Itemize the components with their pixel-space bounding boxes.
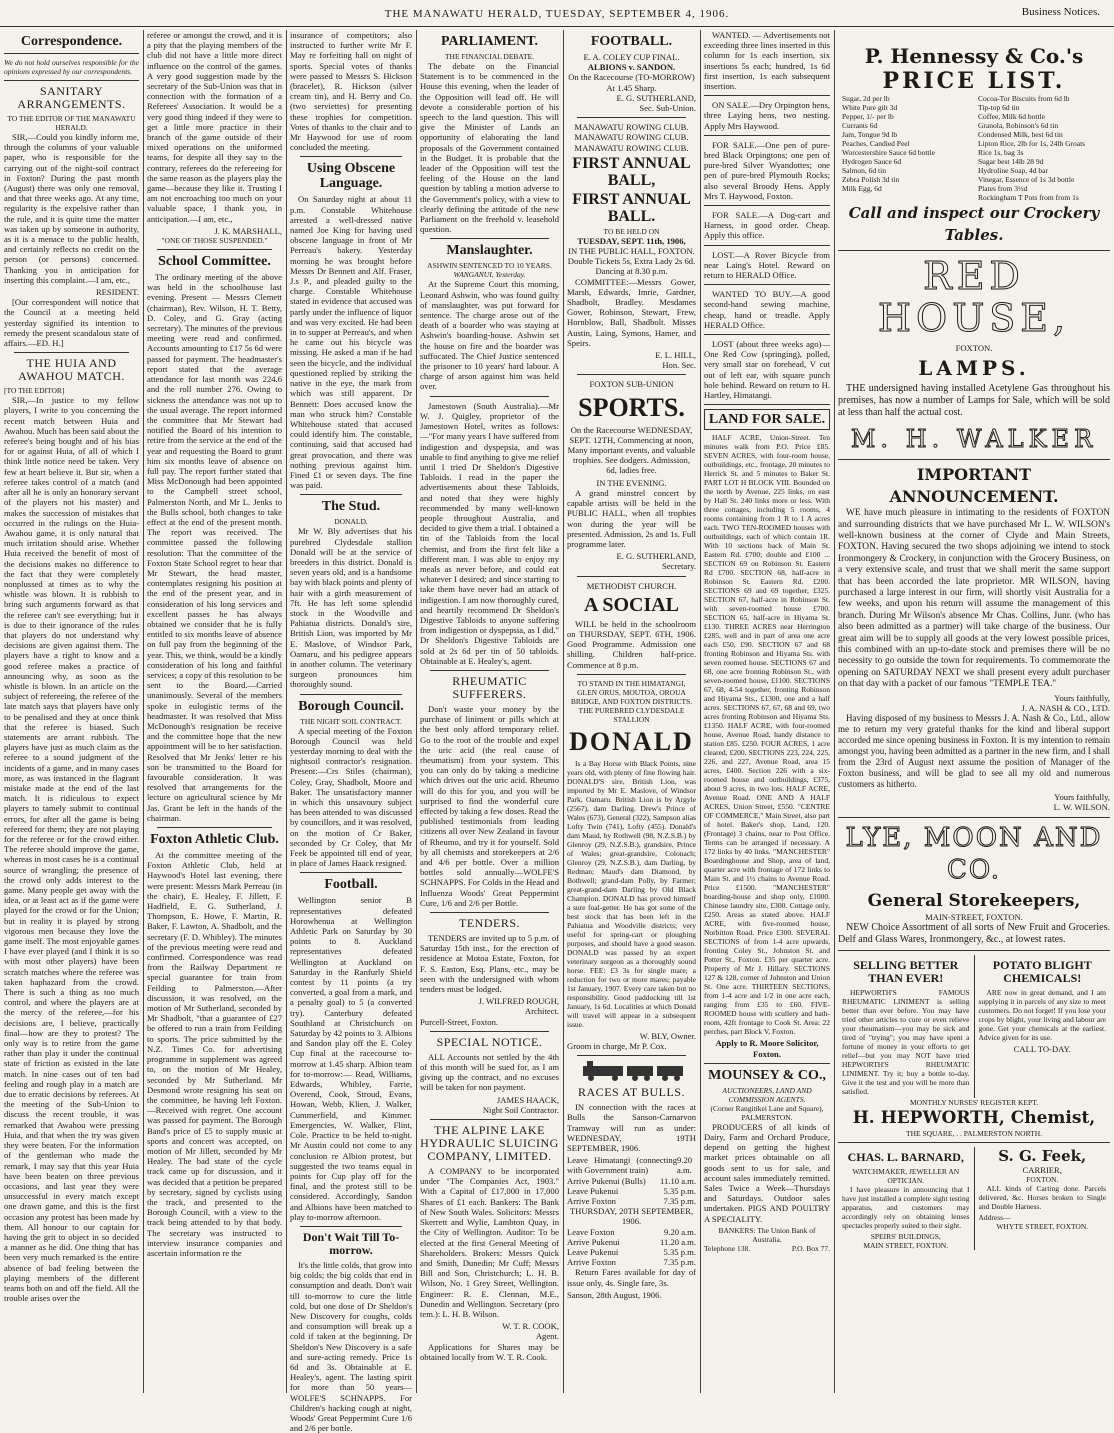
potato-heading: POTATO BLIGHT CHEMICALS!: [992, 957, 1092, 985]
mounsey-heading: MOUNSEY & CO.,: [708, 1067, 826, 1083]
classified-ad: LOST (about three weeks ago)—One Red Cow (springing), polled, very small star on forehead, V cut out of left ear, with square punch hole behind. Reward on return to H. Hartley, Himatangi.: [704, 339, 830, 401]
sports-concert: A grand minstrel concert by capable artists will be held in the PUBLIC HALL, when all trophies won during the year will be presented. Admission, 2s and 1s. Full programme later.: [567, 487, 696, 549]
signature-title: Architect.: [524, 1006, 559, 1017]
article-body: The debate on the Financial Statement is to be commenced in the House this evening, when the leader of the Opposition will lead off. He will devote a considerable portion of his speech to the land question. This will give the Minister of Lands an opportunity of elaborating the land proposals of the Government contained in the Budget. It is probable that the leader of the Opposition will test the feeling of the House on the land question by tabling a motion adverse to the Government's policy, with a view to clearly defining the attitude of the new Parliament on the freehold v. leasehold question.: [420, 61, 559, 235]
column-five: [567, 30, 696, 1393]
stallion-name: DONALD: [569, 726, 694, 756]
mounsey-sub: AUCTIONEERS, LAND AND COMMISSION AGENTS.: [722, 1085, 812, 1104]
price-item: Rice 1s, bag 3s: [978, 148, 1024, 157]
column-six: [704, 30, 830, 1393]
section-heading: RHEUMATIC SUFFERERS.: [452, 673, 527, 701]
signature: W. BLY, Owner.: [639, 1030, 696, 1041]
article-body: On Saturday night at about 11 p.m. Constable Whitehouse arrested a well-dressed native named Joe King for having used obscene language in front of Mr Perreau's bakery. Yesterday morning he was brought before Messrs Dr Bennett and Alf. Fraser, J.s P., and pleaded guilty to the charge. Constable Whitehouse stated in evidence that accused was partly under the influence of liquor and was very excited. He had been in to supper at Perreau's, and when he came out his bicycle was missing. He asked a man if he had seen the bicycle, and the individual questioned replied by striking the native in the eye, the mark from which was still apparent. Dr Bennett: Does accused know the man who struck him? Constable Whitehouse stated that accused could identify him. The constable, continuing, said that accused had great provocation, and there was nothing previous against him. Fined £1 or seven days. The fine was paid.: [290, 194, 412, 491]
timetable-row: [567, 1247, 696, 1257]
masthead-section: Business Notices.: [1021, 6, 1100, 18]
timetable-time: 9.20 a.m.: [677, 1155, 693, 1176]
article-body: It's the little colds, that grow into big colds; the big colds that end in consumption and death. Don't wait till to-morrow to cure the little cold, but one dose of Dr Sheldon's New Discovery for coughs, colds and consumption will break up a cold if taken at the beginning. Dr Sheldon's New Discovery is a safe and sure-acting remedy. Price 1s 6d and 3s. Obtainable at E. Healey's, agent. The lasting spirit for more than 50 years—WOLFE'S SCHNAPPS. For Children's hacking cough at night, Woods' Great Peppermint Cure 1/6 and 2/6 per bottle.: [290, 1259, 412, 1433]
barnard-feek-ads: [838, 1147, 1110, 1250]
column-rule: [700, 30, 701, 1393]
section-heading: Foxton Athletic Club.: [150, 832, 279, 848]
match-when: On the Racecourse (TO-MORROW) At 1.45 Sharp.: [568, 72, 695, 93]
signature: L. W. WILSON.: [1053, 802, 1110, 813]
ball-place: IN THE PUBLIC HALL, FOXTON.: [568, 246, 695, 257]
lye-moon-heading: LYE, MOON AND CO.: [845, 822, 1103, 885]
groom-note: Groom in charge, Mr P. Cox.: [567, 1040, 667, 1051]
classified-ad: FOR SALE.—One pen of pure-bred Black Orpingtons; one pen of pure-bred Silver Wyandottes; one pen of pure-bred Plymouth Rocks; also several Broody Hens. Apply Mrs T. Haywood, Foxton.: [704, 139, 830, 201]
price-item: Currants 6d: [842, 121, 878, 130]
section-heading: School Committee.: [158, 254, 271, 270]
article-continued: insurance of competitors; also instructed to further write Mr F. May re forfeiting hall on night of sports. Special votes of thanks were passed to Messrs S. Hickson (bracelet), R. Hickson (silver cream tin), and H. Berry and Co. (two serviettes) for presenting these trophies for competition. Votes of thanks to the chair and to Mr Haywood for use of room concluded the meeting.: [290, 30, 412, 153]
barnard-heading: CHAS. L. BARNARD,: [847, 1149, 964, 1164]
letter-title: SANITARY ARRANGEMENTS.: [17, 84, 126, 111]
timetable: [567, 1155, 696, 1206]
timetable-time: 7.35 p.m.: [663, 1195, 696, 1206]
ball-title: FIRST ANNUAL BALL.: [572, 190, 691, 225]
section-heading: Correspondence.: [20, 34, 123, 49]
price-item: Coffee, Milk 6d bottle: [978, 112, 1045, 121]
price-item: Sugar best 14lb 28 9d: [978, 157, 1044, 166]
section-heading: SPECIAL NOTICE.: [436, 1034, 543, 1049]
price-item: Jam, Tongue 9d lb: [842, 130, 898, 139]
column-three: [290, 30, 412, 1433]
column-seven-ads: [838, 44, 1110, 1393]
walker-heading: M. H. WALKER: [850, 425, 1098, 454]
column-rule: [286, 30, 287, 1393]
timetable: [567, 1227, 696, 1268]
land-listings: HALF ACRE, Union-Street. Ten minutes walk from P.O. Price £85. SEVEN ACRES, with four-room house, outbuildings, etc., frontage, 20 minutes to Herrick St. and 5 minutes to Baker St. PART LOT H BLOCK VIII. Bounded on the north by Avenue, 225 links, on east by Hall St. 240 links more or less. With three cottages, including 5 rooms, 4 rooms containing from 1 R to 1 A acres each. TWO TEN-ROOMED houses with outbuildings, each of which contain 1R. With 10 sections back of Main St. Eastern Rd. £700; double and £100 ... SECTION 69 on Robinson St. Eastern Rd £700. SECTION 68, half-acre in Robinson St. Eastern Rd. £200. SECTIONS 69 and 69 together, £325. SECTION 67, half-acre in Robinson St. with seven-roomed house £700. SECTION 65, half-acre in Hiyama St. £130. THREE ACRES near Herrington £285, well and in part of area one acre each £50, £90. SECTION 67 and 68 fronting Robinson and Hiyama Sts. with seven roomed house. SECTIONS 67 and 68, one acre fronting Robinson St., with seven-roomed house, £1100. SECTIONS 67, 68, 4-54 together, fronting Robinson and Hiyama Sts., £1300, one and a half acres. SECTIONS 67, 67, 68 and 69, two acres fronting Robinson and Hiyama Sts. £1350. HALF ACRE, with four-roomed house, Avenue Road, handy distance to station £85. £250. FOUR ACRES, 1 acre cleared, £200. SECTIONS 223, 224, 225, 226, and 227, Avenue Road, area 15 acres, £400. Section 226 with a six-roomed house and outbuildings, £375, about 9 acres, in two lots. HALF ACRE, Avenue Road. ONE AND A HALF ACRES, Union Street, £550. "CENTRE OF COMMERCE," Main Street, also part of hotel. Baker's shop, Land, 120. (Frontage) 3 chains, near to Post Office. Terms can be arranged if necessary. A 172 links by 40 links. "MANCHESTER" Boardinghouse and Shop, area of land, quarter acre with frontage of 172 links to Main St. and 1½ chains to Avenue Road. Price £1500. "MANCHESTER" boarding-house and shop only, £1000. Chinese laundry site, £300. Cottage only, £250. Areas as stated above. HALF ACRE, with five-roomed house, Norbitton Road. Price £300. SEVERAL SECTIONS of from 1-4 acre upwards, fronting Coley St., Johnston St. and Potter St., Foxton. £35 per quarter acre. Property of Mr J. Hillary. SECTIONS 127 & 128, corner of Johnston and Union St. One acre. THIRTEEN SECTIONS, from 1-4 acre and 1/2 in one acre each, ranging from £35 to £60. FIVE-ROOMED house with scullery and bath-room, 42ft frontage to Cook St. Area: 22 perches, part Block V, Foxton.: [704, 433, 830, 1037]
feek-address: WHYTE STREET, FOXTON.: [996, 1221, 1089, 1231]
ball-committee: COMMITTEE:—Messrs Gower, Marsh, Edwards, Imrie, Gardner, Shadbolt, Bradley. Mesdames Gower, Robinson, Stewart, Frew, Hornblow, Ball, Shadbolt. Misses Austin, Laing, Symons, Hamer, and Speirs.: [567, 276, 696, 348]
call-today: CALL TO-DAY.: [1013, 1043, 1071, 1054]
timetable-stop: Leave Himatangi (connecting with Government train): [567, 1155, 678, 1176]
ball-date: TUESDAY, SEPT. 11th, 1906,: [577, 235, 686, 246]
price-item: Tip-top 6d tin: [978, 103, 1020, 112]
letter-body: SIR,—Could you kindly inform me, through the columns of your valuable paper, who is responsible for the carrying out of the night-soil contract in Foxton? During the past month (August) there was only one removal, and that three weeks ago. At any time, regularity is the expelsive rather than the rule, and it is quite time the matter was taken up by someone in authority, as it is a menace to the public health, and certainly reflects no credit on the person (or persons) concerned. Thanking you in anticipation for inserting this complaint.—I am, etc.,: [4, 132, 139, 285]
church-heading: METHODIST CHURCH.: [586, 580, 677, 591]
timetable-row: [567, 1176, 696, 1186]
storekeepers-heading: General Storekeepers,: [867, 890, 1081, 911]
section-heading: TENDERS.: [459, 916, 520, 931]
ball-dancing: Dancing at 8.30 p.m.: [595, 266, 668, 277]
section-heading: PARLIAMENT.: [440, 34, 539, 49]
wilson-body: Having disposed of my business to Messrs J. A. Nash & Co., Ltd., allow me to return my very grateful thanks for the kind and liberal support accorded me since opening business in Foxton. It is my intention to remain amongst you, having been admitted as a partner in the new firm, and I shall from the 23rd of August next assume the position of Manager of the Foxton business, and will be glad to see all my old and numerous customers as hitherto.: [838, 713, 1110, 790]
column-rule: [834, 30, 835, 1393]
social-body: WILL be held in the schoolroom on THURSDAY, SEPT. 6TH, 1906. Good Programme. Admission one shilling. Children half-price. Commence at 8 p.m.: [567, 618, 696, 670]
classified-ad: FOR SALE.—A Dog-cart and Harness, in good order. Cheap. Apply this office.: [704, 210, 830, 241]
signature: E. G. SUTHERLAND,: [616, 92, 696, 103]
feek-heading: S. G. Feek,: [998, 1146, 1087, 1165]
column-correspondence: [4, 30, 139, 1393]
testimonial: Jamestown (South Australia).—Mr W. J. Quigley, proprietor of the Jamestown Hotel, writes as follows:—"For many years I have suffered from indigestion and dyspepsia, and was unable to find anything to give me relief until I tried Dr Sheldon's Digestive Tabloids. I read in the paper the advertisements about these Tabloids, and noted that they were highly recommended by many well-known people throughout Australia, and decided to give them a trial. I obtained a tin of the Tabloids from the local chemist, and from the first felt like a different man. I was able to enjoy my meals as never before, and could eat whatever I desired; and since starting to take them have never had an attack of indigestion. I am now thoroughly cured, and heartily recommend Dr Sheldon's Digestive Tabloids to anyone suffering from indigestion or dyspepsia, as I did." Dr Sheldon's Digestive Tabloids are sold at 2s 6d per tin of 50 tabloids. Obtainable at E. Healey's, agent.: [420, 400, 559, 666]
column-four: [420, 30, 559, 1393]
signature-title: Night Soil Contractor.: [482, 1104, 559, 1115]
price-item: White Pure gilt 3d: [842, 103, 898, 112]
timetable-stop: Leave Pukenui: [567, 1185, 619, 1196]
signature: Yours faithfully,: [1054, 792, 1110, 803]
selling-heading: SELLING BETTER THAN EVER!: [853, 957, 959, 985]
price-list-heading: PRICE LIST.: [882, 68, 1066, 94]
storekeepers-address: MAIN-STREET, FOXTON.: [925, 911, 1023, 922]
article-body: A special meeting of the Foxton Borough Council was held yesterday morning to deal with the nightsoil contractor's resignation. Present:—Crs Stiles (chairman), Coley, Gray, Shadbolt, Moore and Baker. The unsatisfactory manner in which this unsavoury subject has been attended to was discussed by councillors, and it was resolved, on the motion of Cr Baker, seconded by Cr Coley, that Mr Feek be appointed till end of year, in place of James Haack resigned.: [290, 725, 412, 869]
tramway-engine-icon: [577, 1060, 687, 1082]
price-item: Cocoa-Tor Biscuits from 6d lb: [978, 94, 1070, 103]
hepworth-heading: H. HEPWORTH, Chemist,: [852, 1107, 1096, 1128]
price-item: Milk Egg, 6d: [842, 184, 882, 193]
potato-body: ARE now in great demand, and I am supplying it in parcels of any size to meet customers. Do not forget! If you lose your crops by blight, your living and labour are gone. Get your chemicals at the earliest. Advice given for its use.: [978, 987, 1106, 1042]
announcement-body: WE have much pleasure in intimating to the residents of FOXTON and surrounding districts that we have purchased Mr L. W. WILSON's well-known business at the corner of Clyde and Main Streets, FOXTON. Having secured the two shops adjoining we intend to stock Ironmongery & Crockery, in conjunction with the Grocery Business, on a very extensive scale, and trust that we shall merit the same support that has been accorded the late proprietor. MR WILSON, having purchased a large interest in our firm, will shortly visit Australia for a few weeks, and upon his return will assume the management of this branch. During Mr Wilson's absence Mr Chas. Collins, Junr. (who has also been admitted as a partner) will take charge of the business. Our great aim will be to supply all goods at the very lowest possible prices, this combined with an up-to-date stock and premises there will be no necessity to go outside the town for requirements. To commemorate the opening on SATURDAY NEXT we shall present every adult purchaser on that day with a packet of our famous "TEMPLE TEA.": [838, 508, 1110, 690]
sports-body: On the Racecourse WEDNESDAY, SEPT. 12TH, Commencing at noon, Many important events, and valuable trophies. See dodgers. Admission, 6d, ladies free.: [567, 424, 696, 476]
price-item: Plates from 3½d: [978, 184, 1028, 193]
letter-to: [TO THE EDITOR]: [4, 386, 65, 396]
section-heading: FOOTBALL.: [590, 34, 673, 49]
sports-title: SPORTS.: [578, 392, 685, 422]
barnard-body: I have pleasure in announcing that I have just installed a complete sight testing apparatus, and customers may accordingly rely on obtaining lenses spectacles properly suited to their sight.: [842, 1184, 970, 1230]
mounsey-telephone: Telephone 138.: [704, 1243, 751, 1253]
mounsey-body: PRODUCERS of all kinds of Dairy, Farm and Orchard Produce, depend on getting the highest market prices obtainable on all goods sent to us for sale, and account sales immediately remitted. Sales Twice a Week—Thursdays and Saturdays. Outdoor sales undertaken. PIGS AND POULTRY A SPECIALITY.: [704, 1121, 830, 1224]
wanted-notice: WANTED. — Advertisements not exceeding three lines inserted in this column for 1s each insertion, six insertions 5s each; hundred, 1s 6d first insertion, 1s each subsequent insertion.: [704, 30, 830, 92]
disclaimer: We do not hold ourselves responsible for the opinions expressed by our correspondents.: [4, 58, 139, 76]
mounsey-address: (Corner Rangitikei Lane and Square), PALMERSTON.: [710, 1103, 824, 1122]
price-item: Rockingham T Pots from from 1s: [978, 193, 1079, 202]
signature-title: Hon. Sec.: [662, 360, 696, 371]
signature: J. A. NASH & CO., LTD.: [1021, 702, 1110, 713]
column-two: [147, 30, 282, 1393]
timetable-time: 5.35 p.m.: [663, 1246, 696, 1257]
timetable-row: [567, 1237, 696, 1247]
price-list-left: [838, 94, 974, 202]
column-rule: [563, 30, 564, 1393]
feek-carrier: CARRIER,: [1022, 1164, 1062, 1175]
letter-signature-note: "ONE OF THOSE SUSPENDED.": [161, 236, 268, 246]
ball-title: FIRST ANNUAL BALL,: [572, 154, 691, 189]
section-heading: Manslaughter.: [446, 243, 533, 259]
signature: E. G. SUTHERLAND,: [616, 551, 696, 562]
races-fares: Return Fares available for day of issue only, 4s. Single fare, 3s.: [567, 1267, 696, 1288]
races-body: IN connection with the races at Bulls the Sanson-Carnarvon Tramway will run as under: WEDNESDAY, 19TH SEPTEMBER, 1906.: [567, 1102, 696, 1153]
mounsey-pobox: P.O. Box 77.: [791, 1243, 830, 1253]
letter-to: TO THE EDITOR OF THE MANAWATU HERALD.: [7, 114, 136, 132]
storekeepers-body: NEW Choice Assortment of all sorts of New Fruit and Groceries. Delf and Glass Wares, Ironmongery, &c., at lowest rates.: [838, 921, 1110, 945]
lamps-body: THE undersigned having installed Acetylene Gas throughout his premises, has now a number of Lamps for Sale, which will be sold at less than half the actual cost.: [838, 383, 1110, 419]
price-item: Condensed Milk, best 6d tin: [978, 130, 1063, 139]
price-item: Hydroline Soap, 4d bar: [978, 166, 1048, 175]
price-item: Pepper, 1/- per lb: [842, 112, 894, 121]
timetable-stop: Arrive Pukenui: [567, 1236, 620, 1247]
price-item: Granola, Robinson's 6d tin: [978, 121, 1059, 130]
timetable-stop: Arrive Foxton: [567, 1195, 616, 1206]
lamps-heading: LAMPS.: [918, 356, 1030, 381]
address: Purcell-Street, Foxton.: [420, 1016, 499, 1027]
sports-evening: IN THE EVENING.: [596, 477, 667, 488]
price-item: Salmon, 6d tin: [842, 166, 886, 175]
announcement-heading: IMPORTANT ANNOUNCEMENT.: [889, 465, 1059, 507]
section-heading: The Stud.: [321, 499, 381, 515]
signature-title: Agent.: [535, 1331, 559, 1342]
stallion-sub: THE PUREBRED CLYDESDALE STALLION: [578, 705, 685, 724]
classified-ad: ON SALE.—Dry Orpington hens, three Laying hens, two nesting. Apply Mrs Haywood.: [704, 100, 830, 131]
club-name: MANAWATU ROWING CLUB.: [574, 142, 689, 153]
social-title: A SOCIAL: [583, 593, 680, 616]
red-house-place: FOXTON.: [955, 343, 993, 353]
article-body: At the Supreme Court this morning, Leonard Ashwin, who was found guilty of manslaughter, was put forward for sentence. The charge arose out of the death of a boarder who was staying at Ashwin's boarding-house. Ashwin set the house on fire and the boarder was suffocated. The Chief Justice sentenced the prisoner to 10 years' hard labour. A charge of arson against him was held over.: [420, 279, 559, 392]
letter-continued: referee or amongst the crowd, and it is a pity that the playing members of the club did not have a little more direct influence on the control of the games. A very good suggestion made by the secretary of the Sub-Union was that in connection with the formation of a Referees' Association. It would be a very good thing indeed if they were to get a little more practice in their branch of the game outside of their mixed operations on the uniformed teams, for despite all they say to the contrary, referees do the refereeing for the same reason as the players play the game—because they like it. Trusting I am not encroaching too much on your valuable space, I thank you, in anticipation.—I am, etc.,: [147, 30, 282, 224]
signature: JAMES HAACK,: [496, 1094, 559, 1105]
signature-title: Sec. Sub-Union.: [639, 103, 696, 114]
hepworth-ads: [838, 955, 1110, 1098]
mounsey-bankers: BANKERS: The Union Bank of Australia.: [718, 1225, 816, 1244]
feek-address-label: Address—: [978, 1212, 1011, 1222]
nurses-register: MONTHLY NURSES' REGISTER KEPT.: [909, 1097, 1039, 1107]
red-house-heading: RED HOUSE,: [877, 254, 1071, 340]
land-contact: Apply to R. Moore Solicitor, Foxton.: [715, 1038, 819, 1059]
price-list: [838, 94, 1110, 202]
masthead-title: THE MANAWATU HERALD, TUESDAY, SEPTEMBER 4, 1906.: [384, 8, 730, 20]
price-item: Worcestershire Sauce 6d bottle: [842, 148, 935, 157]
section-heading: Football.: [324, 877, 378, 893]
timetable-time: 11.10 a.m.: [660, 1175, 696, 1186]
hennessy-heading: P. Hennessy & Co.'s: [864, 44, 1084, 68]
feek-town: FOXTON.: [1026, 1174, 1059, 1184]
stallion-stand: TO STAND IN THE HIMATANGI, GLEN ORUS, MOUTOA, OROUA BRIDGE, AND FOXTON DISTRICTS.: [570, 678, 693, 706]
article-body: Mr W. Bly advertises that his purebred Clydesdale stallion Donald will be at the service of breeders in this district. Donald is seven years old, and is a handsome bay with black points and plenty of hair with a girth measurement of 7ft. He has left some splendid stock in the Woodville and Pahiatua districts. Donald's sire, British Lion, was imported by Mr E. Maslove, of Windsor Park, Oamaru, and his pedigree appears in another column. The veterinary surgeon pronounces him thoroughly sound.: [290, 526, 412, 690]
section-heading: RACES AT BULLS.: [578, 1085, 685, 1100]
advert-body: A COMPANY to be incorporated under "The Companies Act, 1903." With a Capital of £17,000 in 17,000 Shares of £1 each. Bankers: The Bank of New South Wales. Solicitors: Messrs Skerrett and Wylie, Lambton Quay, in the City of Wellington. Auditor: To be elected at the first General Meeting of Shareholders. Brokers: Messrs Quick and Smith, Dunedin; Mr Cuff; Messrs Bill and Son, Christchurch; L. H. B. Wilson, No. 1 Grey Street, Wellington. Engineer: R. E. Clennan, M.E., Dunedin and Wellington. Secretary (pro tem.): L. H. B. Wilson.: [420, 1166, 559, 1319]
section-heading: Don't Wait Till To-morrow.: [302, 1229, 400, 1257]
timetable-row: [567, 1196, 696, 1206]
hepworth-address: THE SQUARE, . . PALMERSTON NORTH.: [905, 1128, 1043, 1138]
match-title: ALBIONS v. SANDON.: [587, 62, 676, 73]
timetable-stop: Leave Foxton: [567, 1226, 615, 1237]
stallion-body: Is a Bay Horse with Black Points, nine years old, with plenty of fine flowing hair. DONALD'S sire, British Lion, was imported by Mr E. Maslove, of Windsor Park, Oamaru. British Lion is by Argyle (2567), dam Darling. Drew's Prince of Wales (673), General (322), Sampson alias Lofty Twin (741), Lofty (455). Donald's dam Maud, by Rothwell (98, N.Z.S.B.) by Glenroy (29, N.Z.S.B.), grandsire, Prince of Wales; great-grandsire, Colonach; Glenroy (29, N.Z.S.B.), dam Darling, by Redman; Maud's dam Diamond, by Bothwell; grand-dam Polly, by Farmer; great-grand-dam Darling by Old Black Champion. DONALD has proved himself a sure foal-getter. He has got some of the best stock that has been left in the Pahiatua and Woodville districts; very useful for spring-cart or ploughing purposes, and should have a good season. DONALD was passed by an expert veterinary surgeon as a thoroughly sound horse. FEE: £3 3s for single mare; a reduction for two or more mares; payable 1st January, 1907. Every care taken but no responsibility. Good paddocking till 1st January, 1s 6d. Localities at which Donald will travel will appear in a subsequent issue.: [567, 758, 696, 1029]
article-body: The ordinary meeting of the above was held in the schoolhouse last evening. Present — Messrs Clemett (chairman), Rev. Wilson, H. T. Betty, D. Coley, and G. Gray (acting secretary). The minutes of the previous meeting were read and confirmed. Accounts amounting to £17 5s 6d were passed for payment. The headmaster's report stated that the average attendance for last month was 224.6 and the roll number 276. Owing to sickness the attendance was not up to the usual average. The report informed the committee that Mr Stewart had notified the Board of his intention to retire from the service at the end of the year and requesting the Board to grant him six months leave of absence on full pay. The report further stated that Miss McDonough had been appointed to the Campbell street school, Palmerston North, and Mr L. Jenks to the Bulls school, both changes to take effect at the end of the present month. The report was received. The committee passed the following resolution: That the committee of the Foxton State School regret to hear that Mr Stewart, the head master, contemplates resigning his position at the end of the present year, and in consideration of his long services and excellent passes he has always obtained we consider that he is fully entitled to six months leave of absence on full pay from the beginning of the year. This, we think, would be a kindly consideration of his long and faithful services; a copy of this resolution to be sent to the Board.—Carried unanimously. Several of the members spoke in eulogistic terms of the headmaster. It was resolved that Miss McDonough's resignation be receive and the committee hope that the new appointment will be to her satisfaction. Resolved that Mr Jenks' letter re his son be transmitted to the Board for favourable consideration. It was resolved that arrangements for the lecture on agricultural science by Mr Jas. Grant be left in the hands of the chairman.: [147, 272, 282, 823]
timetable-stop: Leave Pukenui: [567, 1246, 619, 1257]
selling-body: HEPWORTH'S FAMOUS RHEUMATIC LINIMENT is selling better than ever before. You may have tried other articles to cure or even relieve your rheumatism—you may be sick and tired of "trying"; you may have spent a fortune of money in your efforts to get relief—but you may NOT have tried HEPWORTH'S RHEUMATIC LINIMENT. Try it; buy a bottle to-day. Give it the test and you will be more than satisfied.: [842, 987, 970, 1096]
letter-body: SIR,—In justice to my fellow players, I write to you concerning the recent match between Huia and Awahou. Much has been said about the referee's being bought and of his bias for or against Huia, of all of which I think little notice need be taken. Very few at heart believe it. But sir, when a referee takes control of a match (and after all he is only an honorary servant of the players not his master) and makes the succession of mistakes that occurred in the rulings on the Huia-Awahou game, it is only natural that much irritation should arise. Whether Huia received the benefit of most of the decisions makes no difference to the fact that they were completely nonplussed at times as to why the whistle was blown. It is rubbish to bring such arguments forward as that the referee can't see everything; but it is due to their ignorance of the rules that players do not understand why decisions are given against them. The players have a right to know and a good referee makes a practice of announcing why, as soon as the whistle is blown. In an article on the subject of refereeing, the referee of the late match says that players have only to be penalised and they at once think that the referee is biased. Such statements are arrant rubbish. The players have just as much claim as the referee to a sound judgment of the incidents of a game, and in many cases more, as was instanced in the flagrant mistake made at the end of the last match. It is ridiculous to expect players to tamely submit to continual errors, for after all the game is being refereed for them; they are not playing for the referee or for the crowd either. The referee should improve the game, whereas in most cases he is a continual source of wrangling; the presence of the crowd only adds interest to the game. Many people get away with the idea, or at least act as if the game were played for the crowd or for the Union; but in reality it is played by strong vigorous men because they love the game itself. The most enjoyable games I have ever played (and I think it is so with most other players) have been scratch matches where the referee was taken haphazard from the crowd. There is such a thing as too much control, and where the players are at the mercy of the referee,—for his decisions are, I believe, practically final—how are they to protest? The only way is to retire from the game rather than play it under the continual state of friction as existed in the late match. In nine cases out of ten bad feeling and rough play in a match are due to erratic decisions by referees. At the meeting of the Sub-Union to discuss the recent trouble, it was remarked that Awahou were pressing Huia, and that when the try was given they were beaten. For the information of the gentleman who made the remark, I may say that this year Huia have been beaten on three previous occasions, and last year they were unsuccessful in every match except one drawn game, and this is the first occasion any protest has been made by them. All honour to our captain for having the grit to object in so decided a manner as he did. One thing that has been very much remarked is the entire absence of bad feeling between the playing members of the different teams both on and off the field. All the trouble arises over the: [4, 395, 139, 1304]
timetable-row: [567, 1186, 696, 1196]
price-item: Vinegar, Essence of 1s 3d bottle: [978, 175, 1075, 184]
price-list-right: [974, 94, 1110, 202]
signature: E. L. HILL,: [655, 350, 696, 361]
timetable-time: 11.20 a.m.: [660, 1236, 696, 1247]
subheading: THE NIGHT SOIL CONTRACT.: [300, 716, 402, 726]
price-item: Zebra Polish 3d tin: [842, 175, 900, 184]
barnard-address: SPEIRS' BUILDINGS,: [870, 1231, 941, 1241]
column-rule: [416, 30, 417, 1393]
timetable-row: [567, 1155, 696, 1175]
ball-held: TO BE HELD ON: [603, 226, 660, 236]
feek-body: ALL kinds of Carting done. Parcels delivered, &c. Horses broken to Single and Double Harness.: [978, 1183, 1106, 1211]
timetable-stop: Arrive Foxton: [567, 1257, 616, 1268]
timetable-time: 5.35 p.m.: [663, 1185, 696, 1196]
section-heading: THE ALPINE LAKE HYDRAULIC SLUICING COMPANY, LIMITED.: [420, 1123, 559, 1164]
classified-ad: WANTED TO BUY.—A good second-hand sewing machine, cheap, hand or treadle. Apply HERALD Office.: [704, 289, 830, 330]
signature-title: Secretary.: [661, 561, 696, 572]
dateline: WANGANUI, Yesterday.: [453, 270, 526, 280]
timetable-stop: Arrive Pukenui (Bulls): [567, 1175, 646, 1186]
club-name: MANAWATU ROWING CLUB.: [574, 122, 689, 133]
article-body: At the committee meeting of the Foxton Athletic Club, held at Haywood's Hotel last evening, there were present: Messrs Mark Perreau (in the chair), E. Healey, F. Jillett, F. Hadfield, E. G. Sutherland, J. Thompson, E. Howe, F. Martin, R. Baker, F. Lawton, A. Shadbolt, and the secretary (F. D. Whibley). The minutes of the previous meeting were read and confirmed. Correspondence was read from the Railway Department re special guarantee for train from Feilding to Palmerston.—After discussion, it was resolved, on the motion of Mr Sutherland, seconded by Mr Shadbolt, "that a guarantee of £27 be offered to run a train from Feilding to sports. The price submitted by the N.Z. Times Co. for advertising programme in supplement was agreed to, on the motion of Mr Healey, seconded by Mr Sutherland. Mr Desmond wrote resigning his seat on the committee, he having left Foxton.—Received with regret. One account was passed for payment. The Borough Band's price of £5 to supply music at sports and concert was accepted, on motion of Mr Jillett, seconded by Mr Healey. The bad state of the cycle track came up for discussion, and it was decided that a petition be prepared by secretary, signed by cyclists using the track, and presented to the Borough Council, with a view to the track being attended to by that body. The secretary was instructed to interview insurance companies and ascertain information re the: [147, 850, 282, 1258]
advert-body: Don't waste your money by the purchase of liniment or pills which at the best only afford temporary relief. Go to the root of the trouble and expel the uric acid (the real cause of rheumatism) from your system. This you can only do by taking a medicine which drives out the uric acid. Rheumo will do this for you, and you will be surprised to find the wonderful cure effected by taking a few doses. Read the published testimonials from leading citizens all over New Zealand in favour of Rheumo, and try it for yourself. Sold by all chemists and storekeepers at 2/6 and 4/6 per bottle. Over a million bottles sold annually—WOLFE'S SCHNAPPS. For Colds in the Head and Influenza Woods' Great Peppermint Cure, 1/6 and 2/6 per Bottle.: [420, 703, 559, 908]
races-thursday: THURSDAY, 20TH SEPTEMBER, 1906.: [569, 1206, 694, 1227]
land-heading: LAND FOR SALE.: [704, 409, 830, 430]
signature: Yours faithfully,: [1054, 692, 1110, 703]
ball-tickets: Double Tickets 5s, Extra Lady 2s 6d.: [567, 256, 696, 267]
price-item: Hydrogen Sauce 6d: [842, 157, 902, 166]
price-item: Peaches, Candied Peel: [842, 139, 910, 148]
timetable-time: 9.20 a.m.: [664, 1226, 696, 1237]
advert-body: TENDERS are invited up to 5 p.m. of Saturday 15th inst., for the erection of residence at Motoa Estate, Foxton, for F. S. Easton, Esq. Plans, etc., may be seen with the undersigned with whom tenders must be lodged.: [420, 933, 559, 995]
column-rule: [143, 30, 144, 1393]
letter-signature: J. K. MARSHALL,: [214, 225, 282, 236]
timetable-time: 7.35 p.m.: [663, 1257, 696, 1268]
subheading: THE FINANCIAL DEBATE.: [444, 52, 535, 61]
club-name: MANAWATU ROWING CLUB.: [574, 132, 689, 143]
timetable-row: [567, 1257, 696, 1267]
letter-title: THE HUIA AND AWAHOU MATCH.: [18, 356, 125, 384]
crockery-heading: Call and inspect our Crockery Tables.: [848, 204, 1100, 244]
sports-heading: FOXTON SUB-UNION: [589, 379, 674, 390]
barnard-address: MAIN STREET, FOXTON.: [863, 1240, 949, 1250]
article-body: Wellington senior B representatives defeated Horowhenua at Wellington Athletic Park on Saturday by 30 points to 8. Auckland representatives defeated Wellington at Auckland on Saturday in the Ranfurly Shield contest by 11 points (a try converted, a goal from a mark, and a penalty goal) to 5 (a converted try). Canterbury defeated Southland at Christchurch on Saturday by 42 points to 3. Albions and Sandon play off the E. Coley Cup final at the racecourse to-morrow at 1.45 sharp. Albion team for to-morrow:— Read, Williams, Edwards, Whibley, Farrie, Overend, Cook, Stroud, Evans, Howan, Webb, Klien, J. Walker, Cummerfield, and Kimmer. Emergencies, W. Walker, Flint, Cole. Practice to be held to-night. Mr Austin could not come to any conclusion re Albion protest, but suggested the two teams equal in points for Cup play off for the final, and the protest still to be considered. Accordingly, Sandon and Albions have been matched to play to-morrow afternoon.: [290, 895, 412, 1222]
section-heading: Borough Council.: [298, 698, 404, 714]
advert-body: Applications for Shares may be obtained locally from W. T. R. Cook.: [420, 1341, 559, 1362]
subheading: E. A. COLEY CUP FINAL.: [583, 52, 680, 62]
classified-ad: LOST.—A Rover Bicycle from near Laing's Hotel. Reward on return to HERALD Office.: [704, 249, 830, 281]
subheading: DONALD.: [334, 517, 368, 527]
letter-signature: RESIDENT.: [95, 287, 139, 298]
timetable-row: [567, 1227, 696, 1237]
price-item: Sugar, 2d per lb: [842, 94, 890, 103]
price-item: Lipton Rice, 2lb for 1s, 24lb Groats: [978, 139, 1086, 148]
masthead: [0, 0, 1114, 27]
barnard-sub: WATCHMAKER, JEWELLER AN OPTICIAN.: [852, 1166, 960, 1185]
advert-body: ALL Accounts not settled by the 4th of this month will be sued for, as I am giving up the contract, and no excuses will be taken for non payment.: [420, 1051, 559, 1093]
races-date: Sanson, 28th August, 1906.: [567, 1289, 662, 1300]
signature: W. T. R. COOK,: [502, 1321, 559, 1332]
editor-note: [Our correspondent will notice that the Council at a meeting held yesterday signified its intention to remedy the present scandalous state of affairs.—ED. H.]: [4, 297, 139, 349]
signature: J. WILFRED ROUGH,: [478, 996, 559, 1007]
section-heading: Using Obscene Language.: [306, 161, 396, 192]
subheading: ASHWIN SENTENCED TO 10 YEARS.: [427, 261, 552, 271]
